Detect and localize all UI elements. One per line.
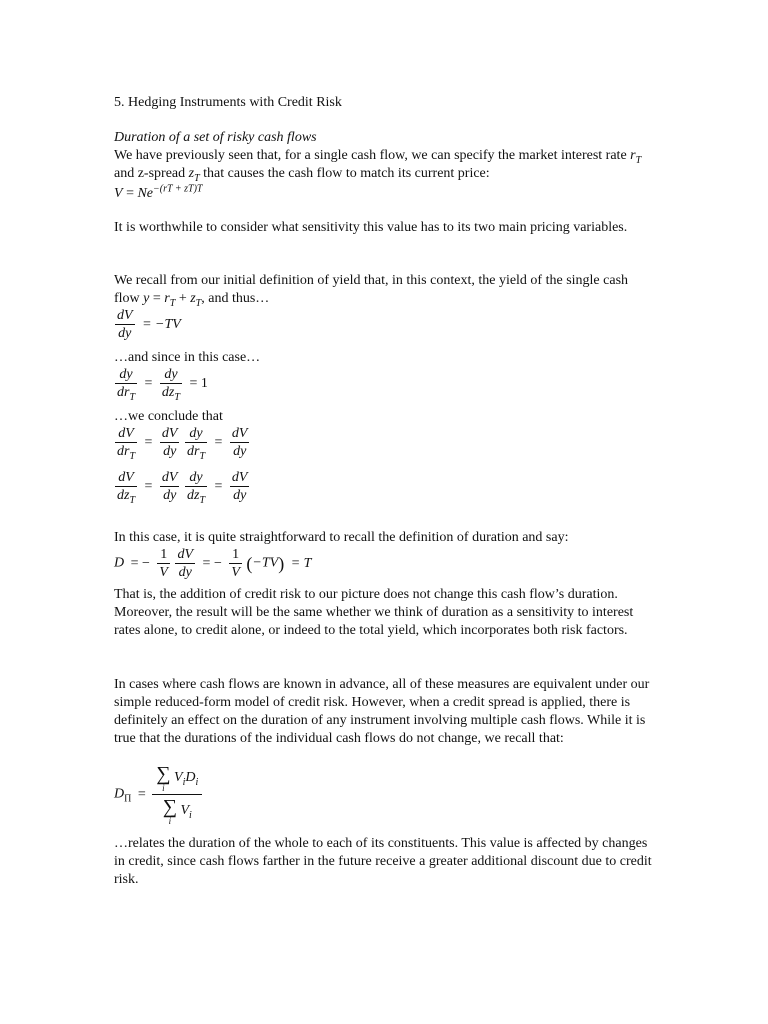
equation-dv-dy: $\frac{dV}{dy}$ = −TV (117, 308, 181, 341)
paragraph-yield: We recall from our initial definition of yield that, in this context, the yield of the single cash flow $y = r_T + z_T$, and thus… (114, 273, 629, 309)
paragraph-duration-def: In this case, it is quite straightforward to recall the definition of duration and say: (114, 530, 569, 545)
section-heading: 5. Hedging Instruments with Credit Risk (114, 95, 342, 110)
paragraph-since: …and since in this case… (114, 350, 261, 365)
paragraph-sensitivity: It is worthwhile to consider what sensitivity this value has to its two main pricing variables. (114, 220, 628, 235)
equation-portfolio-duration: $D_\Pi$ = ∑ i $V_iD_i$ ∑ i $V_i$ (114, 764, 202, 825)
equation-price: $V = Ne^{-(rT + zT)T}$ (114, 183, 203, 201)
paragraph-conclude: …we conclude that (114, 409, 223, 424)
equation-dv-dr: $\frac{dV}{dr_T}$ = $\frac{dV}{dy}$ $\frac{dy}{dr_T}$ = $\frac{dV}{dy}$ (117, 426, 248, 462)
equation-dy-ratios: $\frac{dy}{dr_T}$ = $\frac{dy}{dz_T}$ = 1 (117, 367, 208, 403)
paragraph-known-cashflows: In cases where cash flows are known in advance, all of these measures are equivalent under our simple reduced-form model of credit risk. However, when a credit spread is applied, there is definitely an effect on the duration of any instrument involving multiple cash flows. While it is true that the durations of the individual cash flows do not change, we recall that: (114, 677, 650, 746)
equation-dv-dz: $\frac{dV}{dz_T}$ = $\frac{dV}{dy}$ $\frac{dy}{dz_T}$ = $\frac{dV}{dy}$ (117, 470, 248, 506)
paragraph-credit-risk: That is, the addition of credit risk to our picture does not change this cash flow’s duration. Moreover, the result will be the same whether we think of duration as a sensitivity to interest rates alone, to credit alone, or indeed to the total yield, which incorporates both risk factors. (114, 587, 634, 638)
equation-duration: D = − $\frac{1}{V}$ $\frac{dV}{dy}$ = − $\frac{1}{V}$ (−TV) = T (114, 547, 312, 580)
paragraph-intro: We have previously seen that, for a single cash flow, we can specify the market interest rate $r_T$ and z-spread $z_T$ that causes the cash flow to match its current price: (114, 148, 642, 184)
paragraph-relates: …relates the duration of the whole to each of its constituents. This value is affected by changes in credit, since cash flows farther in the future receive a greater additional discount due to credit risk. (114, 836, 652, 887)
section-subheading: Duration of a set of risky cash flows (114, 130, 317, 145)
